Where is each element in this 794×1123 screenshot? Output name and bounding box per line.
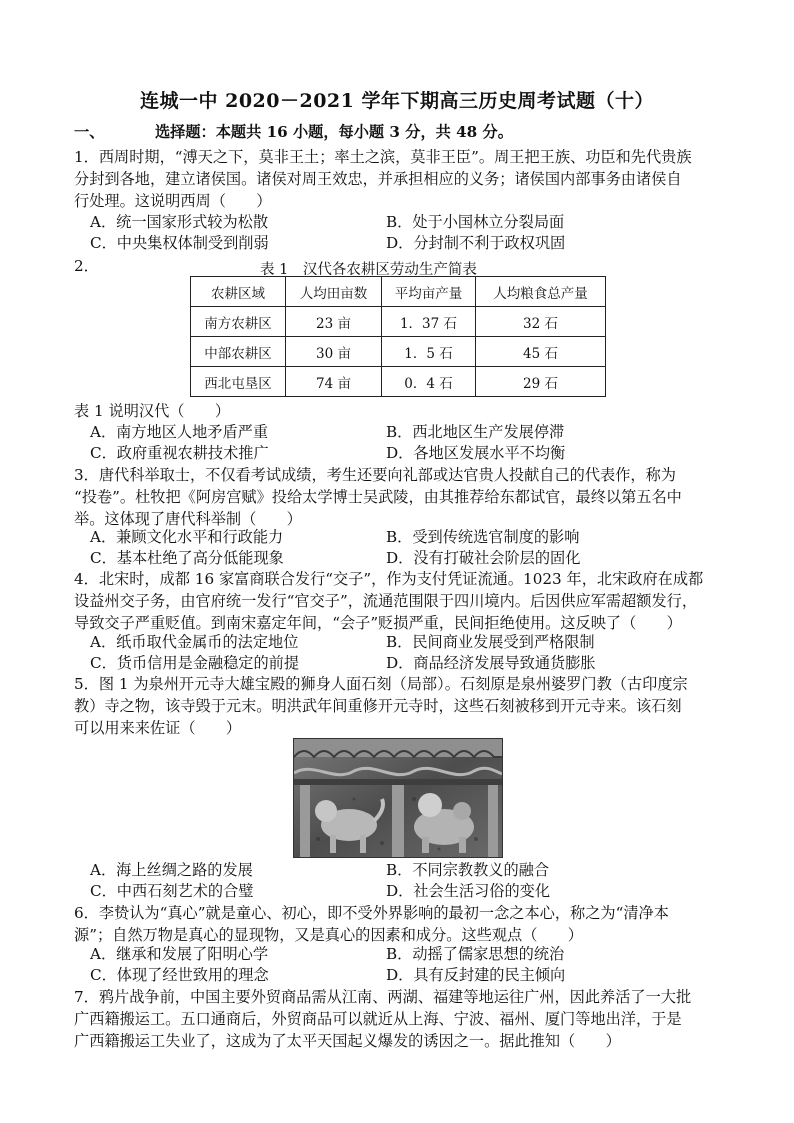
section-number: 一、 bbox=[74, 123, 105, 141]
q3-option-b[interactable]: B．受到传统选官制度的影响 bbox=[386, 528, 580, 546]
stone-carving-illustration bbox=[294, 739, 502, 857]
q5-line-1: 5．图 1 为泉州开元寺大雄宝殿的狮身人面石刻（局部）。石刻原是泉州婆罗门教（古印度宗 bbox=[74, 675, 688, 693]
q5-option-a[interactable]: A．海上丝绸之路的发展 bbox=[90, 861, 253, 879]
table-cell: 1．5 石 bbox=[382, 337, 476, 367]
q1-line-1: 1．西周时期，“溥天之下，莫非王土；率土之滨，莫非王臣”。周王把王族、功臣和先代贵族 bbox=[74, 148, 692, 166]
table-cell: 中部农耕区 bbox=[191, 337, 286, 367]
q1-line-3: 行处理。这说明西周（ ） bbox=[74, 192, 272, 210]
table-cell: 23 亩 bbox=[286, 307, 382, 337]
q2-option-b[interactable]: B．西北地区生产发展停滞 bbox=[386, 423, 565, 441]
table-cell: 0．4 石 bbox=[382, 367, 476, 397]
q2-option-c[interactable]: C．政府重视农耕技术推广 bbox=[90, 444, 269, 462]
table-caption: 表 1 汉代各农耕区劳动生产简表 bbox=[260, 262, 477, 278]
table-cell: 1．37 石 bbox=[382, 307, 476, 337]
q4-option-b[interactable]: B．民间商业发展受到严格限制 bbox=[386, 633, 595, 651]
q4-option-d[interactable]: D．商品经济发展导致通货膨胀 bbox=[386, 654, 596, 672]
table-cell: 西北屯垦区 bbox=[191, 367, 286, 397]
q4-line-3: 导致交子严重贬值。到南宋嘉定年间，“会子”贬损严重，民间拒绝使用。这反映了（ ） bbox=[74, 614, 682, 632]
page-title: 连城一中 2020－2021 学年下期高三历史周考试题（十） bbox=[140, 90, 654, 112]
q5-option-d[interactable]: D．社会生活习俗的变化 bbox=[386, 882, 551, 900]
table-header-cell: 人均田亩数 bbox=[286, 277, 382, 307]
q7-line-3: 广西籍搬运工失业了，这成为了太平天国起义爆发的诱因之一。据此推知（ ） bbox=[74, 1032, 621, 1050]
q7-line-1: 7．鸦片战争前，中国主要外贸商品需从江南、两湖、福建等地运往广州，因此养活了一大批 bbox=[74, 988, 692, 1006]
q6-option-d[interactable]: D．具有反封建的民主倾向 bbox=[386, 966, 566, 984]
q1-line-2: 分封到各地，建立诸侯国。诸侯对周王效忠，并承担相应的义务；诸侯国内部事务由诸侯自 bbox=[74, 170, 682, 188]
q4-line-2: 设益州交子务，由官府统一发行“官交子”，流通范围限于四川境内。后因供应军需超额发行， bbox=[74, 592, 698, 610]
q3-line-1: 3．唐代科举取士，不仅看考试成绩，考生还要向礼部或达官贵人投献自己的代表作，称为 bbox=[74, 466, 676, 484]
production-table bbox=[190, 276, 606, 397]
q3-line-3: 举。这体现了唐代科举制（ ） bbox=[74, 510, 302, 528]
q6-option-c[interactable]: C．体现了经世致用的理念 bbox=[90, 966, 269, 984]
q6-line-1: 6．李贽认为“真心”就是童心、初心，即不受外界影响的最初一念之本心，称之为“清净本 bbox=[74, 904, 669, 922]
q1-option-b[interactable]: B．处于小国林立分裂局面 bbox=[386, 213, 565, 231]
table-cell: 南方农耕区 bbox=[191, 307, 286, 337]
q5-line-2: 教）寺之物，该寺毁于元末。明洪武年间重修开元寺时，这些石刻被移到开元寺来。该石刻 bbox=[74, 697, 682, 715]
section-title: 选择题：本题共 16 小题，每小题 3 分，共 48 分。 bbox=[154, 123, 513, 141]
q4-option-c[interactable]: C．货币信用是金融稳定的前提 bbox=[90, 654, 300, 672]
q3-option-d[interactable]: D．没有打破社会阶层的固化 bbox=[386, 549, 581, 567]
q4-option-a[interactable]: A．纸币取代金属币的法定地位 bbox=[90, 633, 299, 651]
q3-option-c[interactable]: C．基本杜绝了高分低能现象 bbox=[90, 549, 284, 567]
q4-line-1: 4．北宋时，成都 16 家富商联合发行“交子”，作为支付凭证流通。1023 年，北宋政府在成都 bbox=[74, 570, 704, 588]
table-header-cell: 农耕区域 bbox=[191, 277, 286, 307]
q5-option-b[interactable]: B．不同宗教教义的融合 bbox=[386, 861, 550, 879]
table-row bbox=[191, 337, 606, 367]
q6-option-a[interactable]: A．继承和发展了阳明心学 bbox=[90, 945, 269, 963]
table-row bbox=[191, 307, 606, 337]
q3-line-2: “投卷”。杜牧把《阿房宫赋》投给太学博士吴武陵，由其推荐给东都试官，最终以第五名中 bbox=[74, 488, 682, 506]
q5-option-c[interactable]: C．中西石刻艺术的合璧 bbox=[90, 882, 254, 900]
q2-number: 2． bbox=[74, 257, 99, 275]
table-header-row bbox=[191, 277, 606, 307]
q1-option-c[interactable]: C．中央集权体制受到削弱 bbox=[90, 234, 269, 252]
q2-stem: 表 1 说明汉代（ ） bbox=[74, 402, 231, 420]
table-row bbox=[191, 367, 606, 397]
q2-option-a[interactable]: A．南方地区人地矛盾严重 bbox=[90, 423, 269, 441]
table-cell: 32 石 bbox=[476, 307, 606, 337]
q3-option-a[interactable]: A．兼顾文化水平和行政能力 bbox=[90, 528, 284, 546]
q2-option-d[interactable]: D．各地区发展水平不均衡 bbox=[386, 444, 566, 462]
q5-line-3: 可以用来来佐证（ ） bbox=[74, 719, 242, 737]
q1-option-d[interactable]: D．分封制不利于政权巩固 bbox=[386, 234, 566, 252]
q7-line-2: 广西籍搬运工。五口通商后，外贸商品可以就近从上海、宁波、福州、厦门等地出洋，于是 bbox=[74, 1010, 682, 1028]
table-header-cell: 人均粮食总产量 bbox=[476, 277, 606, 307]
q1-option-a[interactable]: A．统一国家形式较为松散 bbox=[90, 213, 269, 231]
table-cell: 30 亩 bbox=[286, 337, 382, 367]
table-header-cell: 平均亩产量 bbox=[382, 277, 476, 307]
q6-line-2: 源”；自然万物是真心的显现物，又是真心的因素和成分。这些观点（ ） bbox=[74, 926, 583, 944]
table-cell: 29 石 bbox=[476, 367, 606, 397]
q6-option-b[interactable]: B．动摇了儒家思想的统治 bbox=[386, 945, 565, 963]
section-heading bbox=[74, 121, 734, 143]
table-cell: 74 亩 bbox=[286, 367, 382, 397]
stone-carving-image bbox=[293, 738, 503, 858]
table-cell: 45 石 bbox=[476, 337, 606, 367]
